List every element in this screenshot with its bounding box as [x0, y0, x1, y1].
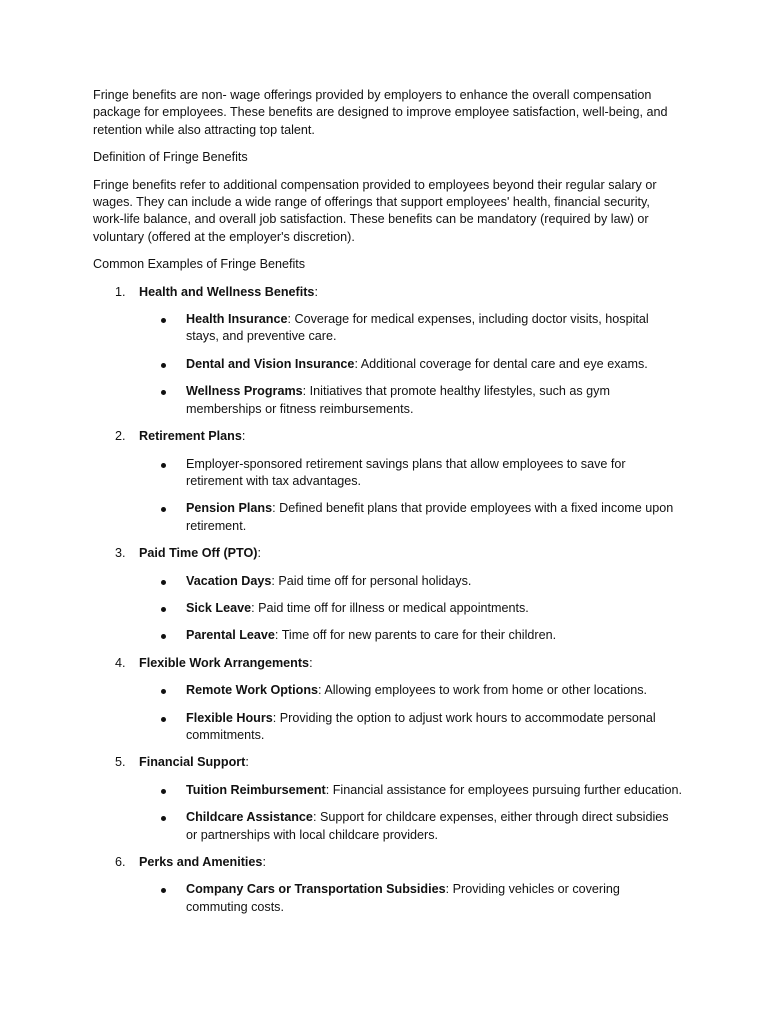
examples-heading: Common Examples of Fringe Benefits	[93, 257, 306, 272]
bullet-dot-icon	[161, 888, 166, 893]
bullet-separator: :	[312, 810, 320, 825]
bullet-dot-icon	[161, 717, 166, 722]
bullet-text: Support for childcare expenses, either through direct subsidies or partnerships with local childcare providers.	[186, 810, 669, 842]
bullet-term: Vacation Days	[186, 573, 272, 588]
bullet-dot-icon	[161, 318, 166, 323]
section-heading	[93, 284, 683, 301]
bullet-list	[93, 881, 683, 916]
section-number: 1.	[115, 284, 126, 299]
bullet-term: Health Insurance	[186, 312, 288, 327]
bullet-text: Initiatives that promote healthy lifestyles, such as gym memberships or fitness reimbursements.	[186, 384, 610, 416]
bullet-list	[93, 682, 683, 744]
bullet-text: Employer-sponsored retirement savings plans that allow employees to save for retirement with tax advantages.	[186, 456, 626, 488]
list-item	[93, 456, 683, 491]
list-item	[93, 782, 683, 799]
section-title: Health and Wellness Benefits	[139, 284, 315, 299]
bullet-term: Childcare Assistance	[186, 810, 313, 825]
list-item	[93, 600, 683, 617]
bullet-dot-icon	[161, 634, 166, 639]
list-item	[93, 627, 683, 644]
bullet-dot-icon	[161, 816, 166, 821]
section-heading	[93, 754, 683, 771]
section-heading	[93, 428, 683, 445]
bullet-term: Tuition Reimbursement	[186, 782, 326, 797]
bullet-text: Coverage for medical expenses, including doctor visits, hospital stays, and preventive care.	[186, 312, 649, 344]
bullet-dot-icon	[161, 507, 166, 512]
bullet-dot-icon	[161, 463, 166, 468]
bullet-term: Dental and Vision Insurance	[186, 356, 355, 371]
section-title: Retirement Plans	[139, 429, 242, 444]
bullet-text: Time off for new parents to care for their children.	[281, 628, 557, 643]
bullet-dot-icon	[161, 363, 166, 368]
definition-heading: Definition of Fringe Benefits	[93, 150, 248, 165]
section-number: 2.	[115, 429, 126, 444]
section-title: Financial Support	[139, 755, 246, 770]
bullet-text: Providing vehicles or covering commuting costs.	[186, 882, 620, 914]
bullet-separator: :	[274, 628, 282, 643]
bullet-text: Paid time off for illness or medical appointments.	[258, 600, 529, 615]
bullet-separator: :	[445, 882, 453, 897]
bullet-dot-icon	[161, 580, 166, 585]
bullet-dot-icon	[161, 789, 166, 794]
definition-paragraph: Fringe benefits refer to additional compensation provided to employees beyond their regular salary or wages. They can include a wide range of offerings that support employees' health, financial security, work-life balance, and overall job satisfaction. These benefits can be mandatory (required by law) or voluntary (offered at the employer's discretion).	[93, 177, 657, 244]
list-item	[93, 809, 683, 844]
bullet-separator: :	[272, 501, 280, 516]
section-title: Perks and Amenities	[139, 855, 263, 869]
section-number: 3.	[115, 546, 126, 561]
section-number: 5.	[115, 755, 126, 770]
bullet-text: Defined benefit plans that provide employees with a fixed income upon retirement.	[186, 501, 674, 533]
section-title: Flexible Work Arrangements	[139, 655, 310, 670]
section-title-suffix: :	[241, 429, 246, 444]
bullet-list	[93, 573, 683, 645]
bullet-term: Parental Leave	[186, 628, 275, 643]
bullet-separator: :	[272, 710, 280, 725]
section-number: 6.	[115, 855, 126, 869]
bullet-separator: :	[271, 573, 279, 588]
bullet-separator: :	[287, 312, 295, 327]
bullet-text: Financial assistance for employees pursuing further education.	[332, 782, 683, 797]
list-item	[93, 682, 683, 699]
bullet-separator: :	[251, 600, 259, 615]
section-heading	[93, 854, 683, 871]
benefits-list	[93, 284, 683, 917]
section-title-suffix: :	[262, 855, 266, 869]
bullet-separator: :	[318, 683, 325, 698]
bullet-term: Wellness Programs	[186, 384, 303, 399]
section-number: 4.	[115, 655, 126, 670]
bullet-text: Allowing employees to work from home or other locations.	[324, 683, 648, 698]
bullet-separator: :	[302, 384, 310, 399]
bullet-term: Pension Plans	[186, 501, 273, 516]
list-item	[93, 311, 683, 346]
section-title: Paid Time Off (PTO)	[139, 546, 258, 561]
bullet-text: Providing the option to adjust work hours to accommodate personal commitments.	[186, 710, 656, 742]
list-item	[93, 500, 683, 535]
section-heading	[93, 545, 683, 562]
bullet-term: Flexible Hours	[186, 710, 273, 725]
list-item	[93, 356, 683, 373]
bullet-separator: :	[354, 356, 361, 371]
list-item	[93, 383, 683, 418]
section-title-suffix: :	[314, 284, 318, 299]
bullet-term: Remote Work Options	[186, 683, 319, 698]
bullet-dot-icon	[161, 689, 166, 694]
bullet-list	[93, 456, 683, 536]
section-title-suffix: :	[257, 546, 261, 561]
section-title-suffix: :	[245, 755, 249, 770]
list-item	[93, 573, 683, 590]
bullet-text: Paid time off for personal holidays.	[278, 573, 472, 588]
list-item	[93, 710, 683, 745]
document-body	[93, 87, 683, 926]
bullet-list	[93, 311, 683, 418]
bullet-separator: :	[325, 782, 333, 797]
intro-paragraph: Fringe benefits are non- wage offerings provided by employers to enhance the overall compensation package for employees. These benefits are designed to improve employee satisfaction, well-being, and retention while also attracting top talent.	[93, 88, 668, 137]
bullet-text: Additional coverage for dental care and eye exams.	[360, 356, 648, 371]
bullet-list	[93, 782, 683, 844]
section-title-suffix: :	[309, 655, 313, 670]
bullet-term: Sick Leave	[186, 600, 252, 615]
list-item	[93, 881, 683, 916]
bullet-dot-icon	[161, 390, 166, 395]
section-heading	[93, 655, 683, 672]
bullet-term: Company Cars or Transportation Subsidies	[186, 882, 446, 897]
bullet-dot-icon	[161, 607, 166, 612]
